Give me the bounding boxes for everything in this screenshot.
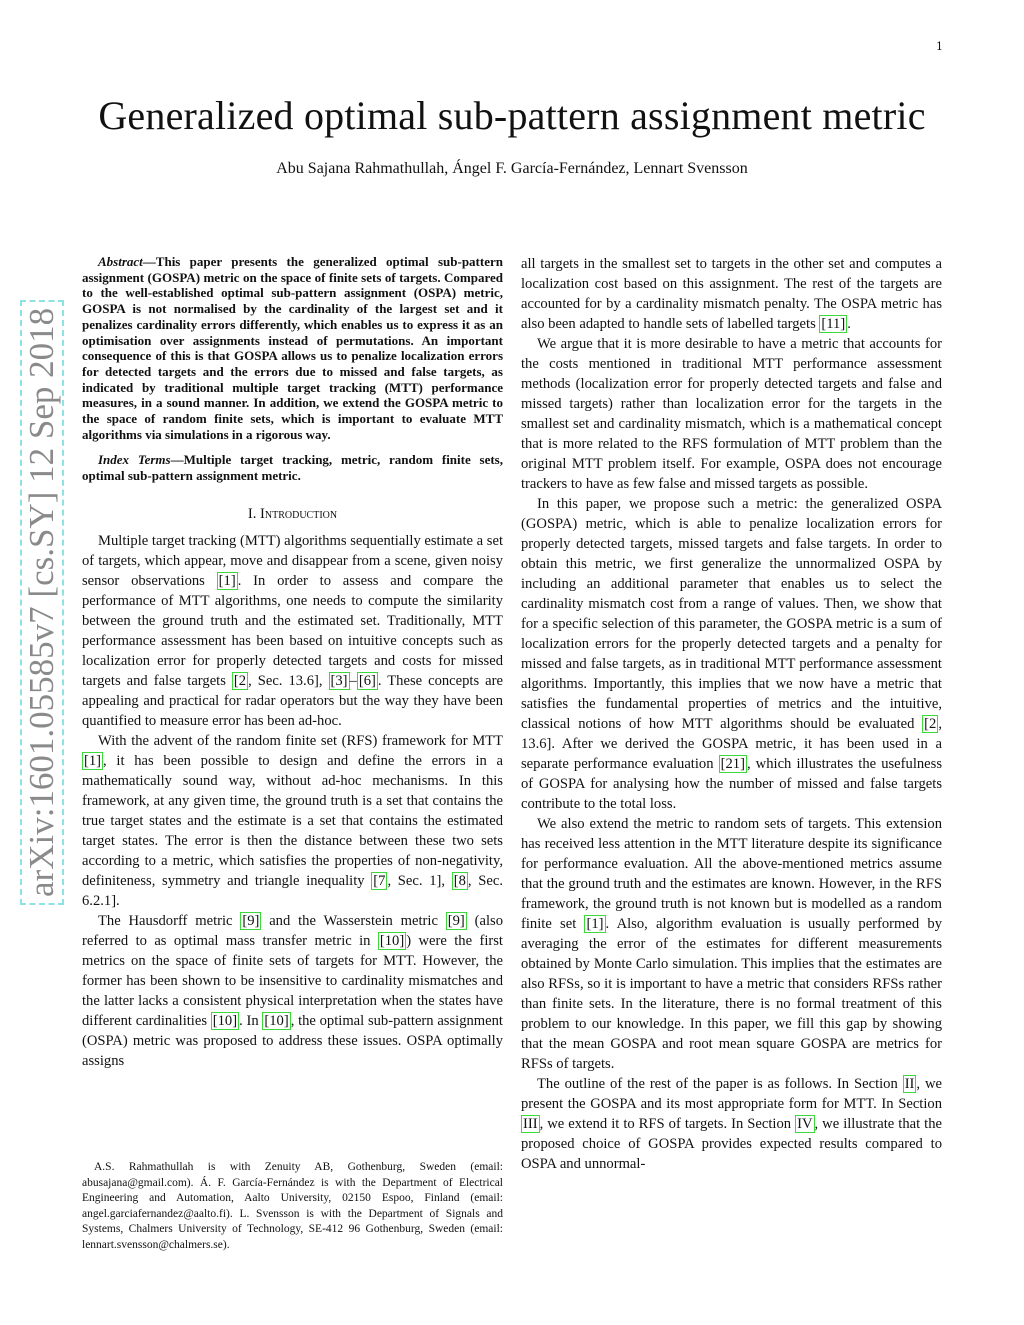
- citation-link[interactable]: [2: [233, 672, 247, 689]
- citation-link[interactable]: [7: [373, 872, 386, 889]
- index-terms: [82, 452, 503, 483]
- citation-link[interactable]: [3]: [330, 672, 348, 689]
- citation-link[interactable]: [21]: [720, 756, 745, 772]
- arxiv-stamp[interactable]: arXiv:1601.05585v7 [cs.SY] 12 Sep 2018: [20, 300, 64, 905]
- authors: Abu Sajana Rahmathullah, Ángel F. García-Fernández, Lennart Svensson: [276, 160, 748, 177]
- citation-link[interactable]: [9]: [447, 912, 465, 929]
- paper-title: Generalized optimal sub-pattern assignment metric: [98, 93, 926, 138]
- index-terms-text: —Multiple target tracking, metric, random finite sets, optimal sub-pattern assignment metric.: [82, 452, 503, 484]
- citation-link[interactable]: [11]: [821, 316, 846, 332]
- right-paragraph-1: all targets in the smallest set to targets in the other set and computes a localization cost based on this assignment. The rest of the targets are accounted for by a cardinality mismatch penalty. The OSPA metric has also been adapted to handle sets of labelled targets [11] .: [521, 256, 942, 332]
- section-link[interactable]: II: [904, 1076, 915, 1092]
- right-column: [521, 254, 942, 1174]
- intro-paragraph-1: Multiple target tracking (MTT) algorithms sequentially estimate a set of targets, which appear, move and disappear from a scene, given noisy sensor observations [1] . In order to assess and compare the performance of MTT algorithms, one needs to compute the similarity between the ground truth and the estimated set. Traditionally, MTT performance assessment has been based on intuitive concepts such as localization error for properly detected targets and costs for missed targets and false targets [2 , Sec. 13.6], [3] – [6] . These concepts are appealing and practical for radar operators but the way they have been quantified to measure error has been ad-hoc.: [82, 532, 504, 729]
- citation-link[interactable]: [6]: [358, 672, 376, 689]
- footnote: [82, 1160, 503, 1253]
- abstract-label: Abstract: [98, 254, 143, 269]
- citation-link[interactable]: [10]: [212, 1012, 238, 1029]
- index-terms-label: Index Terms: [98, 452, 171, 468]
- right-paragraph-5: The outline of the rest of the paper is as follows. In Section II , we present the GOSPA and its most appropriate form for MTT. In Section III , we extend it to RFS of targets. In Section IV , we illustrate that the proposed choice of GOSPA provides expected results compared to OSPA and unnormal-: [521, 1076, 942, 1172]
- footnote-text: A.S. Rahmathullah is with Zenuity AB, Gothenburg, Sweden (email: abusajana@gmail.com). Á. F. García-Fernández is with the Department of Electrical Engineering and Automation, Aalto University, 02150 Espoo, Finland (email: angel.garciafernandez@aalto.fi). L. Svensson is with the Department of Signals and Systems, Chalmers University of Technology, SE-412 96 Gothenburg, Sweden (email: lennart.svensson@chalmers.se).: [82, 1161, 503, 1251]
- section-heading-introduction: I. Introduction: [247, 505, 338, 522]
- right-paragraph-2: We argue that it is more desirable to have a metric that accounts for the costs mentioned in traditional MTT performance assessment methods (localization error for properly detected targets and false and missed targets) rather than localization error for the targets in the smallest set and cardinality mismatch, which is a mathematical concept that is more related to the RFS formulation of MTT problem than the original MTT problem itself. For example, OSPA does not encourage trackers to have as few false and missed targets as possible.: [521, 336, 942, 492]
- citation-link[interactable]: [8: [453, 872, 466, 889]
- page-number: 1: [936, 40, 943, 53]
- section-link[interactable]: III: [523, 1116, 538, 1132]
- citation-link[interactable]: [1]: [84, 752, 102, 769]
- citation-link[interactable]: [10]: [264, 1012, 289, 1029]
- section-link[interactable]: IV: [797, 1116, 813, 1132]
- abstract-text: —This paper presents the generalized optimal sub-pattern assignment (GOSPA) metric on the space of finite sets of targets. Compared to the well-established optimal sub-pattern assignment (OSPA) metric, GOSPA is not normalised by the cardinality of the largest set and it penalizes cardinality errors differently, which enables us to express it as an optimisation over assignments instead of permutations. An important consequence of this is that GOSPA allows us to penalize localization errors for detected targets and the errors due to missed and false targets, as indicated by traditional multiple target tracking (MTT) performance measures, in a sound manner. In addition, we extend the GOSPA metric to the space of random finite sets, which is important to evaluate MTT algorithms via simulations in a rigorous way.: [82, 254, 503, 442]
- right-paragraph-4: We also extend the metric to random sets of targets. This extension has received less attention in the MTT literature despite its significance for performance evaluation. All the above-mentioned metrics assume that the ground truth and the estimates are known. However, in the RFS framework, the ground truth is not known but is modelled as a random finite set [1] . Also, algorithm evaluation is usually performed by averaging the error of the estimates for different measurements obtained by Monte Carlo simulation. This implies that the estimates are also RFSs, so it is important to have a metric that considers RFSs rather than finite sets. In the literature, there is no formal treatment of this problem to our knowledge. In this paper, we fill this gap by showing that the mean GOSPA and root mean square GOSPA are metrics for RFSs of targets.: [521, 816, 942, 1072]
- right-paragraph-3: In this paper, we propose such a metric: the generalized OSPA (GOSPA) metric, which is able to penalize localization errors for properly detected targets, missed targets and false targets. In order to obtain this metric, we first generalize the unnormalized OSPA by including an additional parameter that enables us to select the cardinality mismatch cost from a range of values. Then, we show that for a specific selection of this parameter, the GOSPA metric is a sum of localization errors for the properly detected targets and a penalty for missed and false targets, as in traditional MTT performance assessment algorithms. Importantly, this implies that we now have a metric that satisfies the fundamental properties of metrics and the intuitive, classical notions of how MTT algorithms should be evaluated [2 , 13.6]. After we derived the GOSPA metric, it has been used in a separate performance evaluation [21] , which illustrates the usefulness of GOSPA for analysing how the number of missed and false targets contribute to the total loss.: [521, 496, 943, 812]
- citation-link[interactable]: [10]: [379, 932, 405, 949]
- citation-link[interactable]: [9]: [242, 912, 260, 929]
- left-column: [82, 254, 503, 1071]
- intro-paragraph-2: With the advent of the random finite set (RFS) framework for MTT [1] , it has been possible to design and define the errors in a mathematically sound way, without ad-hoc mechanisms. In this framework, at any given time, the ground truth is a set that contains the true target states and the estimate is a set that contains the estimated target states. The error is then the distance between these two sets according to a metric, which satisfies the properties of non-negativity, definiteness, symmetry and triangle inequality [7 , Sec. 1], [8 , Sec. 6.2.1].: [82, 732, 503, 909]
- abstract: [82, 254, 503, 442]
- citation-link[interactable]: [1]: [218, 572, 236, 589]
- intro-paragraph-3: The Hausdorff metric [9] and the Wasserstein metric [9] (also referred to as optimal mass transfer metric in [10] ) were the first metrics on the space of finite sets of targets for MTT. However, the former has been shown to be insensitive to cardinality mismatches and the latter lacks a consistent physical interpretation when the states have different cardinalities [10] . In [10] , the optimal sub-pattern assignment (OSPA) metric was proposed to address these issues. OSPA optimally assigns: [82, 912, 503, 1069]
- citation-link[interactable]: [1]: [586, 916, 604, 932]
- citation-link[interactable]: [2: [924, 716, 937, 732]
